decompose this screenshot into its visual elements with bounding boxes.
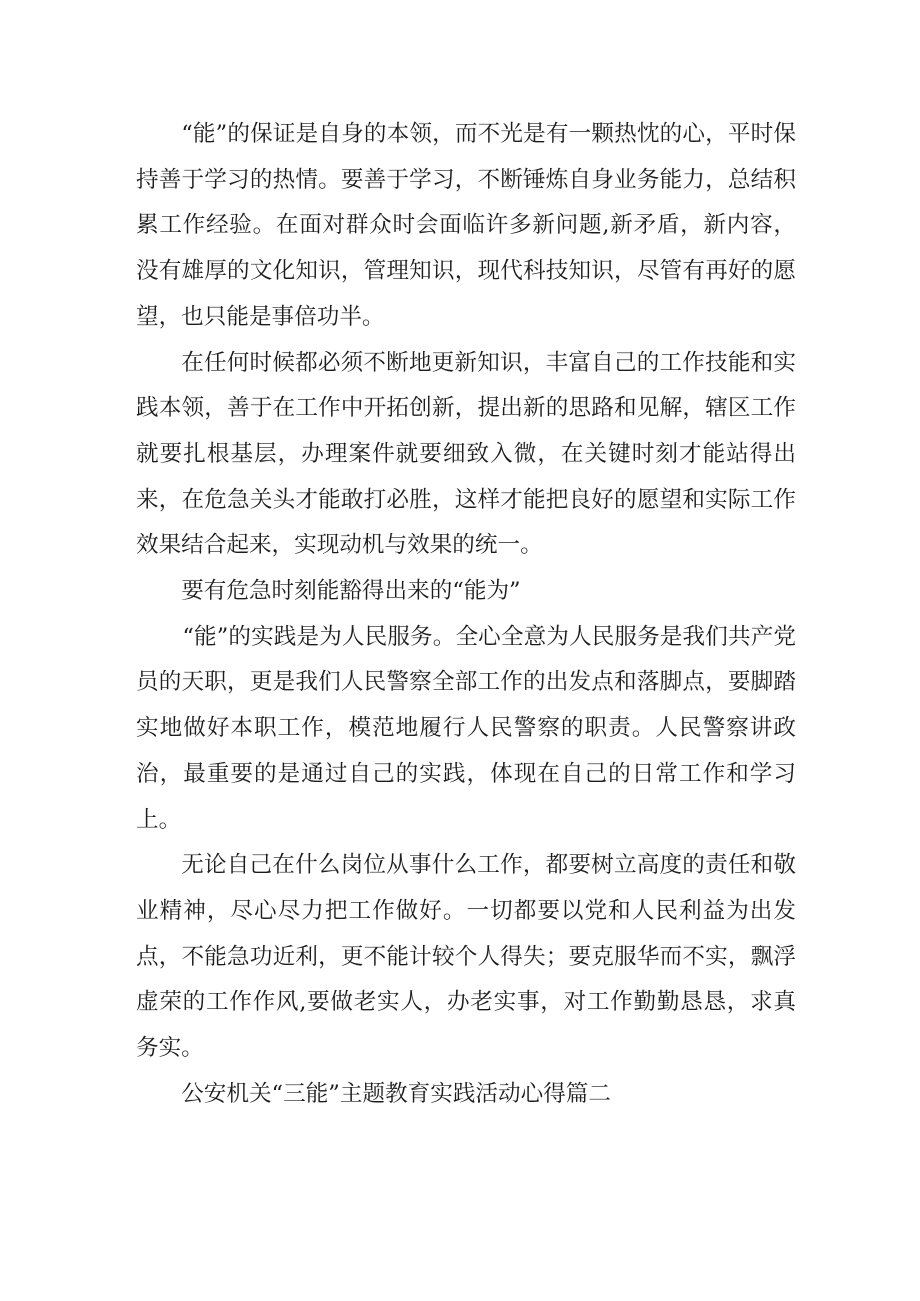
paragraph-ability-guarantee: “能”的保证是自身的本领，而不光是有一颗热忱的心，平时保持善于学习的热情。要善于学习，不断锤炼自身业务能力，总结积累工作经验。在面对群众时会面临许多新问题,新矛盾，新内容，没有雄厚的文化知识，管理知识，现代科技知识，尽管有再好的愿望，也只能是事倍功半。 xyxy=(136,121,796,330)
section-heading-part-two: 公安机关“三能”主题教育实践活动心得篇二 xyxy=(181,1080,611,1107)
section-heading-crisis: 要有危急时刻能豁得出来的“能为” xyxy=(181,578,521,605)
document-body xyxy=(136,112,796,1117)
paragraph-responsibility: 无论自己在什么岗位从事什么工作，都要树立高度的责任和敬业精神，尽心尽力把工作做好。一切都要以党和人民利益为出发点，不能急功近利，更不能计较个人得失；要克服华而不实，飘浮虚荣的工作作风,要做老实人，办老实事，对工作勤勤恳恳，求真务实。 xyxy=(136,852,796,1062)
paragraph-serve-people: “能”的实践是为人民服务。全心全意为人民服务是我们共产党员的天职，更是我们人民警察全部工作的出发点和落脚点，要脚踏实地做好本职工作，模范地履行人民警察的职责。人民警察讲政治，最重要的是通过自己的实践，体现在自己的日常工作和学习上。 xyxy=(136,623,796,833)
paragraph-update-knowledge: 在任何时候都必须不断地更新知识，丰富自己的工作技能和实践本领，善于在工作中开拓创新，提出新的思路和见解，辖区工作就要扎根基层，办理案件就要细致入微，在关键时刻才能站得出来，在危急关头才能敢打必胜，这样才能把良好的愿望和实际工作效果结合起来，实现动机与效果的统一。 xyxy=(136,349,796,559)
